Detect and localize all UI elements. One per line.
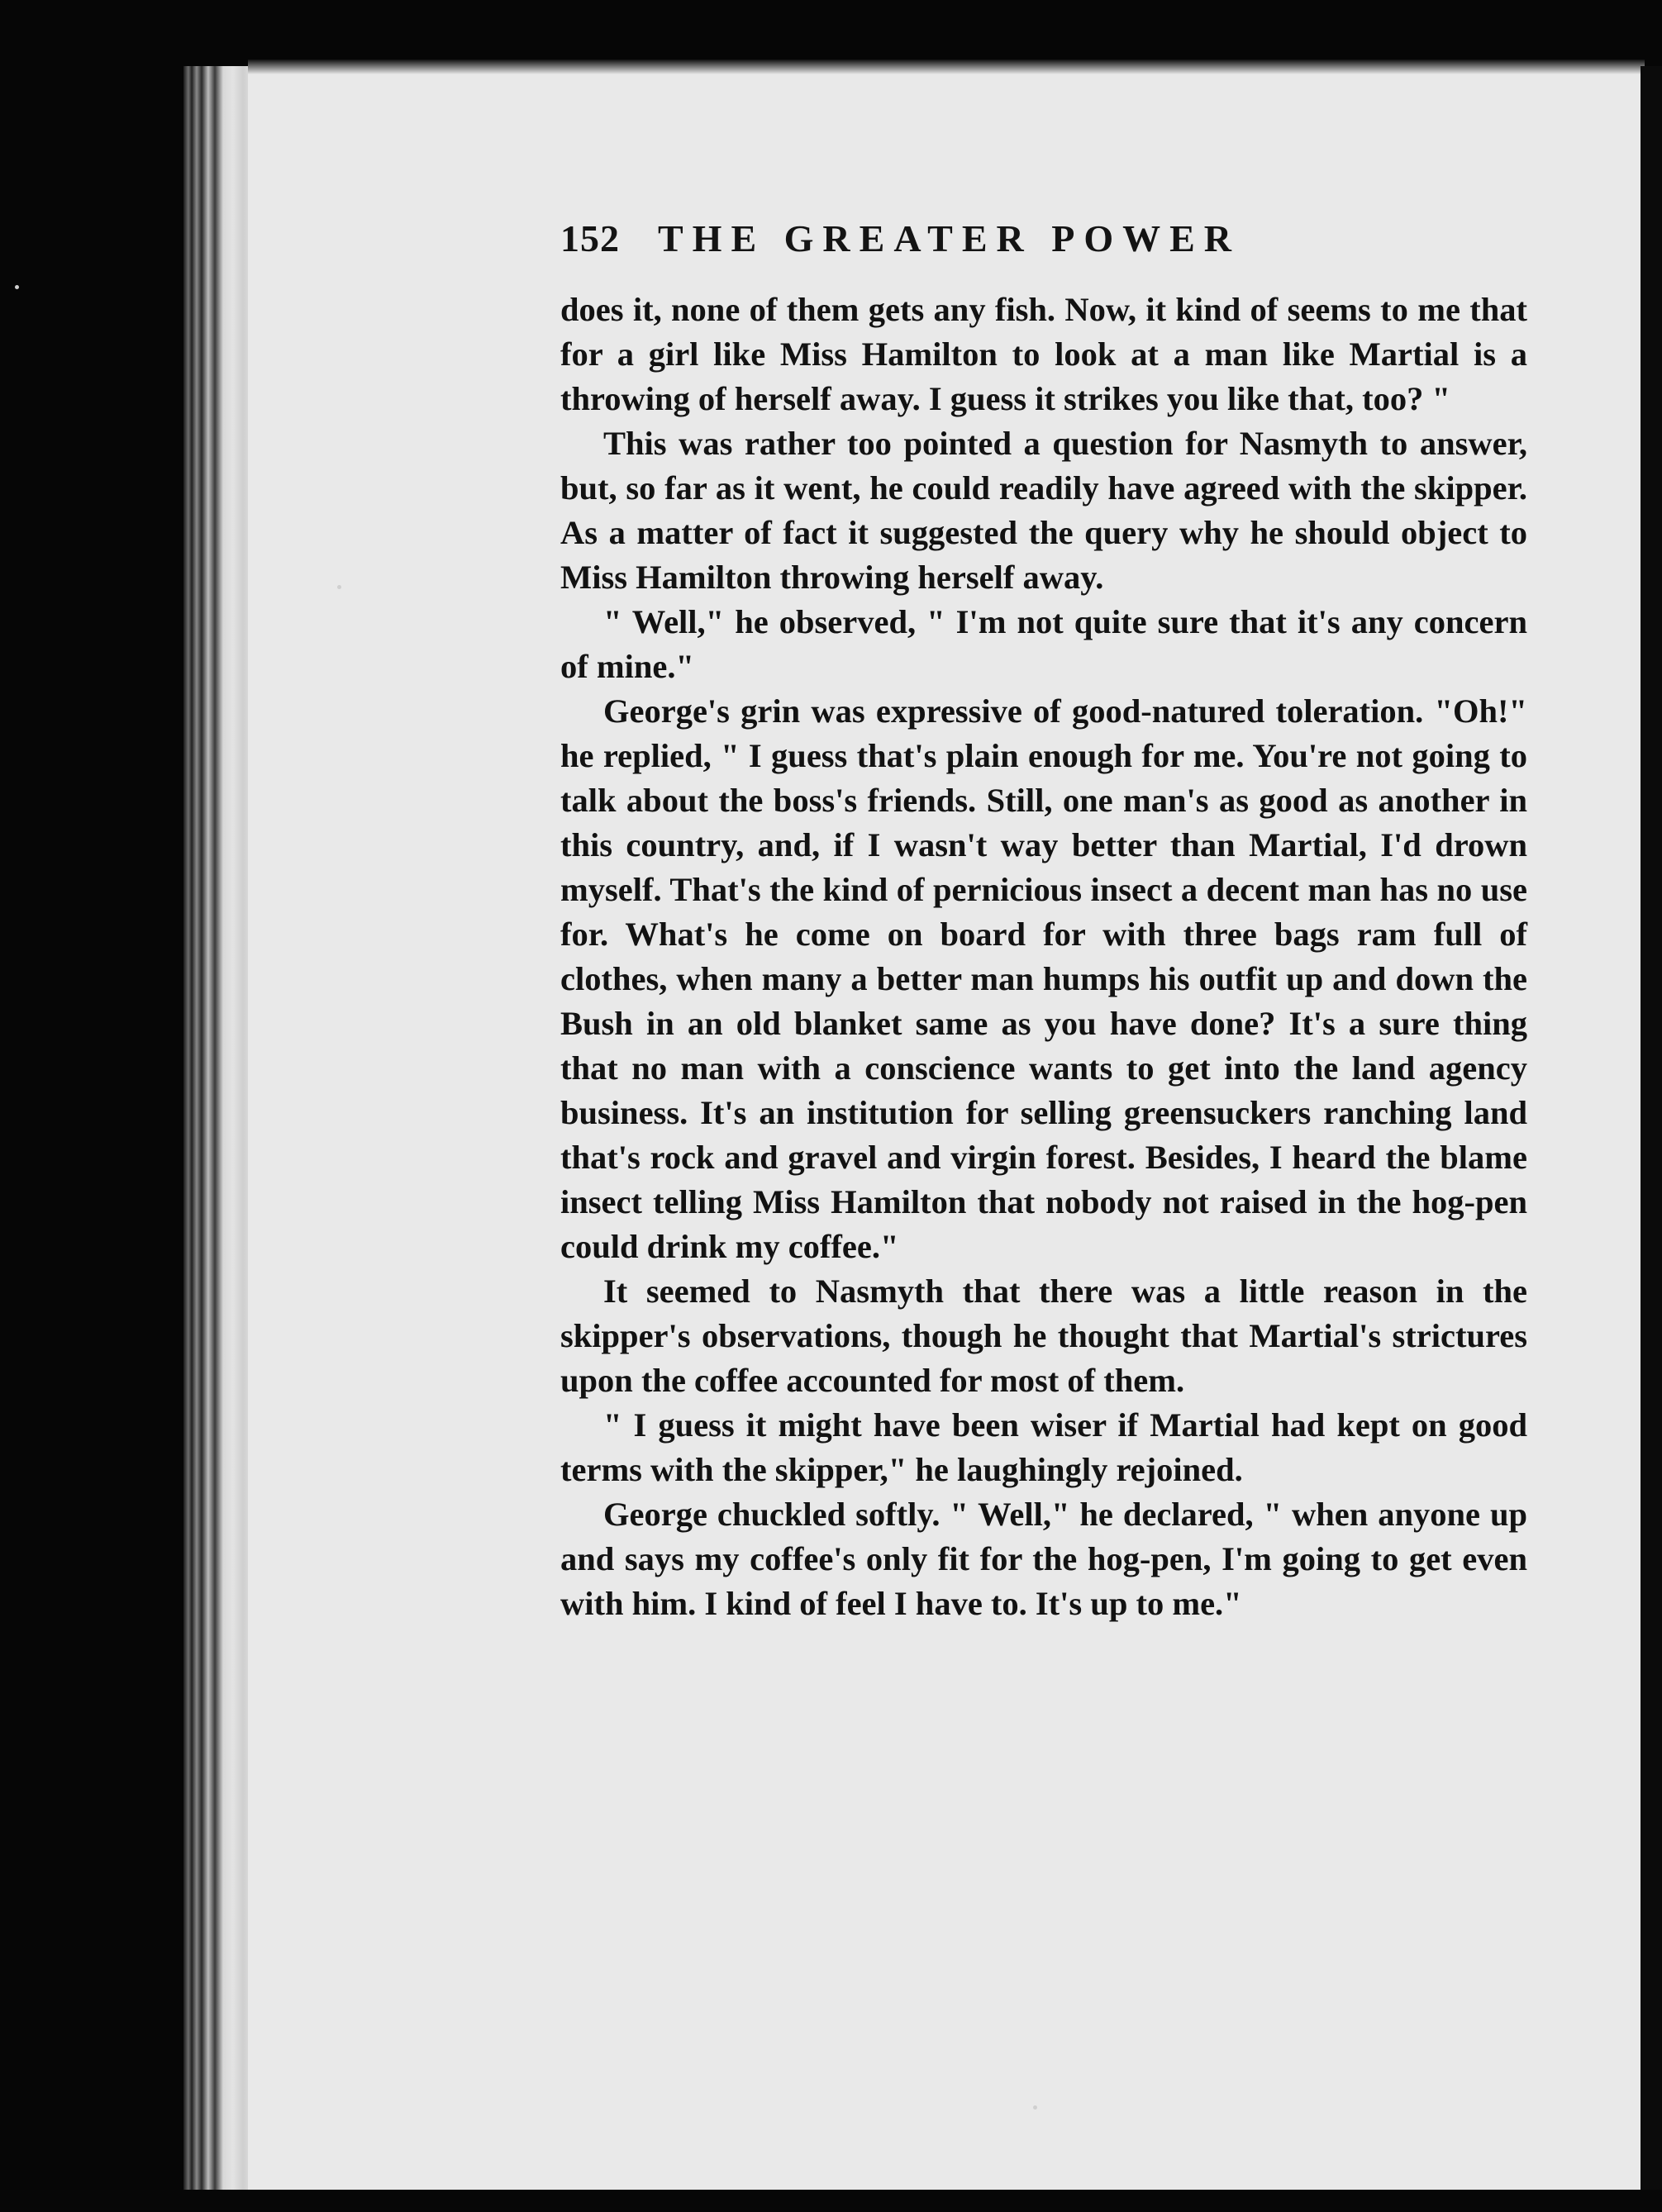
paragraph: George's grin was expressive of good-natured toleration. "Oh!" he replied, " I guess that's plain enough for me. You're not going to talk about the boss's friends. Still, one man's as good as another in this country, and, if I wasn't way better than Martial, I'd drown myself. That's the kind of pernicious insect a decent man has no use for. What's he come on board for with three bags ram full of clothes, when many a better man humps his outfit up and down the Bush in an old blanket same as you have done? It's a sure thing that no man with a conscience wants to get into the land agency business. It's an institution for selling greensuckers ranching land that's rock and gravel and virgin forest. Besides, I heard the blame insect telling Miss Hamilton that nobody not raised in the hog-pen could drink my coffee." bbox=[560, 692, 1527, 1265]
page-top-shadow bbox=[248, 59, 1645, 74]
page-number: 152 bbox=[560, 217, 620, 259]
dust-speck bbox=[15, 285, 19, 289]
paragraph: " I guess it might have been wiser if Martial had kept on good terms with the skipper," he laughingly rejoined. bbox=[560, 1406, 1527, 1488]
dust-speck bbox=[1033, 2105, 1037, 2110]
book-page-edges bbox=[183, 66, 258, 2212]
dust-speck bbox=[337, 585, 341, 589]
page-header bbox=[560, 216, 1387, 266]
scan-right-border bbox=[1641, 66, 1662, 2212]
paragraph: " Well," he observed, " I'm not quite sure that it's any concern of mine." bbox=[560, 603, 1527, 685]
paragraph: This was rather too pointed a question for Nasmyth to answer, but, so far as it went, he could readily have agreed with the skipper. As a matter of fact it suggested the query why he should object to Miss Hamilton throwing herself away. bbox=[560, 425, 1527, 596]
running-title: THE GREATER POWER bbox=[658, 217, 1241, 259]
paragraph: It seemed to Nasmyth that there was a little reason in the skipper's observations, though he thought that Martial's strictures upon the coffee accounted for most of them. bbox=[560, 1272, 1527, 1399]
paragraph: George chuckled softly. " Well," he declared, " when anyone up and says my coffee's only fit for the hog-pen, I'm going to get even with him. I kind of feel I have to. It's up to me." bbox=[560, 1496, 1527, 1622]
scan-bottom-border bbox=[0, 2190, 1662, 2212]
paragraph: does it, none of them gets any fish. Now, it kind of seems to me that for a girl like Miss Hamilton to look at a man like Martial is a throwing of herself away. I guess it strikes you like that, too? " bbox=[560, 291, 1527, 417]
body-text bbox=[560, 288, 1527, 1626]
